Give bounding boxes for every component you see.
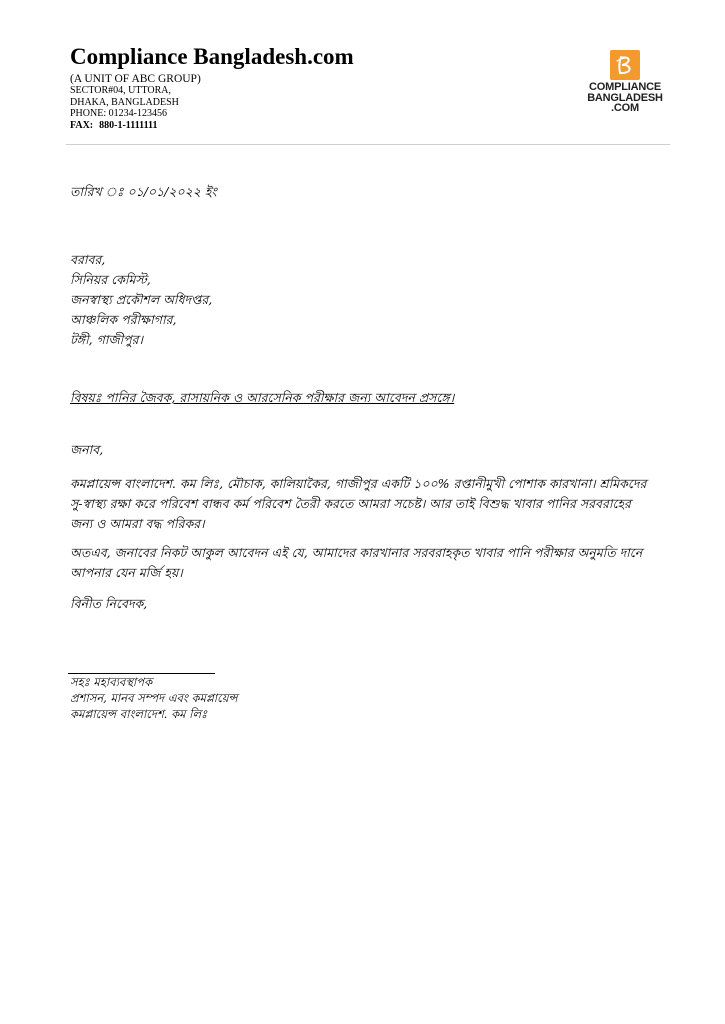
- recipient-line: সিনিয়র কেমিস্ট,: [70, 272, 151, 287]
- logo-text: [575, 82, 675, 114]
- body-paragraph-1: কমপ্লায়েন্স বাংলাদেশ. কম লিঃ, মৌচাক, কালিয়াকৈর, গাজীপুর একটি ১০০% রপ্তানীমুখী পোশাক কারখানা। শ্রমিকদের সু-স্বাস্থ্য রক্ষা করে পরিবেশ বান্ধব কর্ম পরিবেশ তৈরী করতে আমরা সচেষ্ট। আর তাই বিশুদ্ধ খাবার পানির সরবরাহের জন্য ও আমরা বদ্ধ পরিকর।: [70, 476, 647, 531]
- salutation: জনাব,: [70, 442, 104, 457]
- signature-department: প্রশাসন, মানব সম্পদ এবং কমপ্লায়েন্স: [70, 691, 238, 705]
- recipient-line: টঙ্গী, গাজীপুর।: [70, 332, 144, 347]
- phone-line: PHONE: 01234-123456: [70, 108, 167, 119]
- fax-label: FAX:: [70, 119, 94, 131]
- header-divider: [66, 144, 670, 145]
- logo-line-2: BANGLADESH: [587, 91, 663, 104]
- signature-company: কমপ্লায়েন্স বাংলাদেশ. কম লিঃ: [70, 707, 208, 721]
- signature-title: সহঃ মহাব্যবস্থাপক: [70, 675, 153, 689]
- company-logo: [575, 50, 675, 120]
- letter-subject: বিষয়ঃ পানির জৈবক, রাসায়নিক ও আরসেনিক পরীক্ষার জন্য আবেদন প্রসঙ্গে।: [70, 390, 455, 405]
- company-unit: (A UNIT OF ABC GROUP): [70, 73, 201, 85]
- logo-b-icon: [610, 50, 640, 80]
- recipient-line: বরাবর,: [70, 252, 106, 267]
- address-line-1: SECTOR#04, UTTORA,: [70, 85, 172, 96]
- signature-block: [70, 674, 238, 722]
- logo-line-1: COMPLIANCE: [589, 81, 661, 93]
- recipient-line: জনস্বাস্থ্য প্রকৌশল অধিদপ্তর,: [70, 292, 213, 307]
- logo-line-3: .COM: [611, 102, 639, 114]
- fax-line: [70, 120, 470, 132]
- closing: বিনীত নিবেদক,: [70, 596, 148, 611]
- fax-number: 880-1-1111111: [99, 119, 158, 131]
- recipient-line: আঞ্চলিক পরীক্ষাগার,: [70, 312, 177, 327]
- letterhead: [70, 44, 470, 131]
- company-name: Compliance Bangladesh.com: [70, 44, 354, 69]
- address-line-2: DHAKA, BANGLADESH: [70, 96, 179, 108]
- recipient-block: [70, 250, 212, 350]
- letter-date: তারিখ ঃ ০১/০১/২০২২ ইং: [70, 184, 217, 199]
- body-paragraph-2: অতএব, জনাবের নিকট আকুল আবেদন এই যে, আমাদের কারখানার সরবরাহকৃত খাবার পানি পরীক্ষার অনুমতি দানে আপনার যেন মর্জি হয়।: [70, 545, 643, 580]
